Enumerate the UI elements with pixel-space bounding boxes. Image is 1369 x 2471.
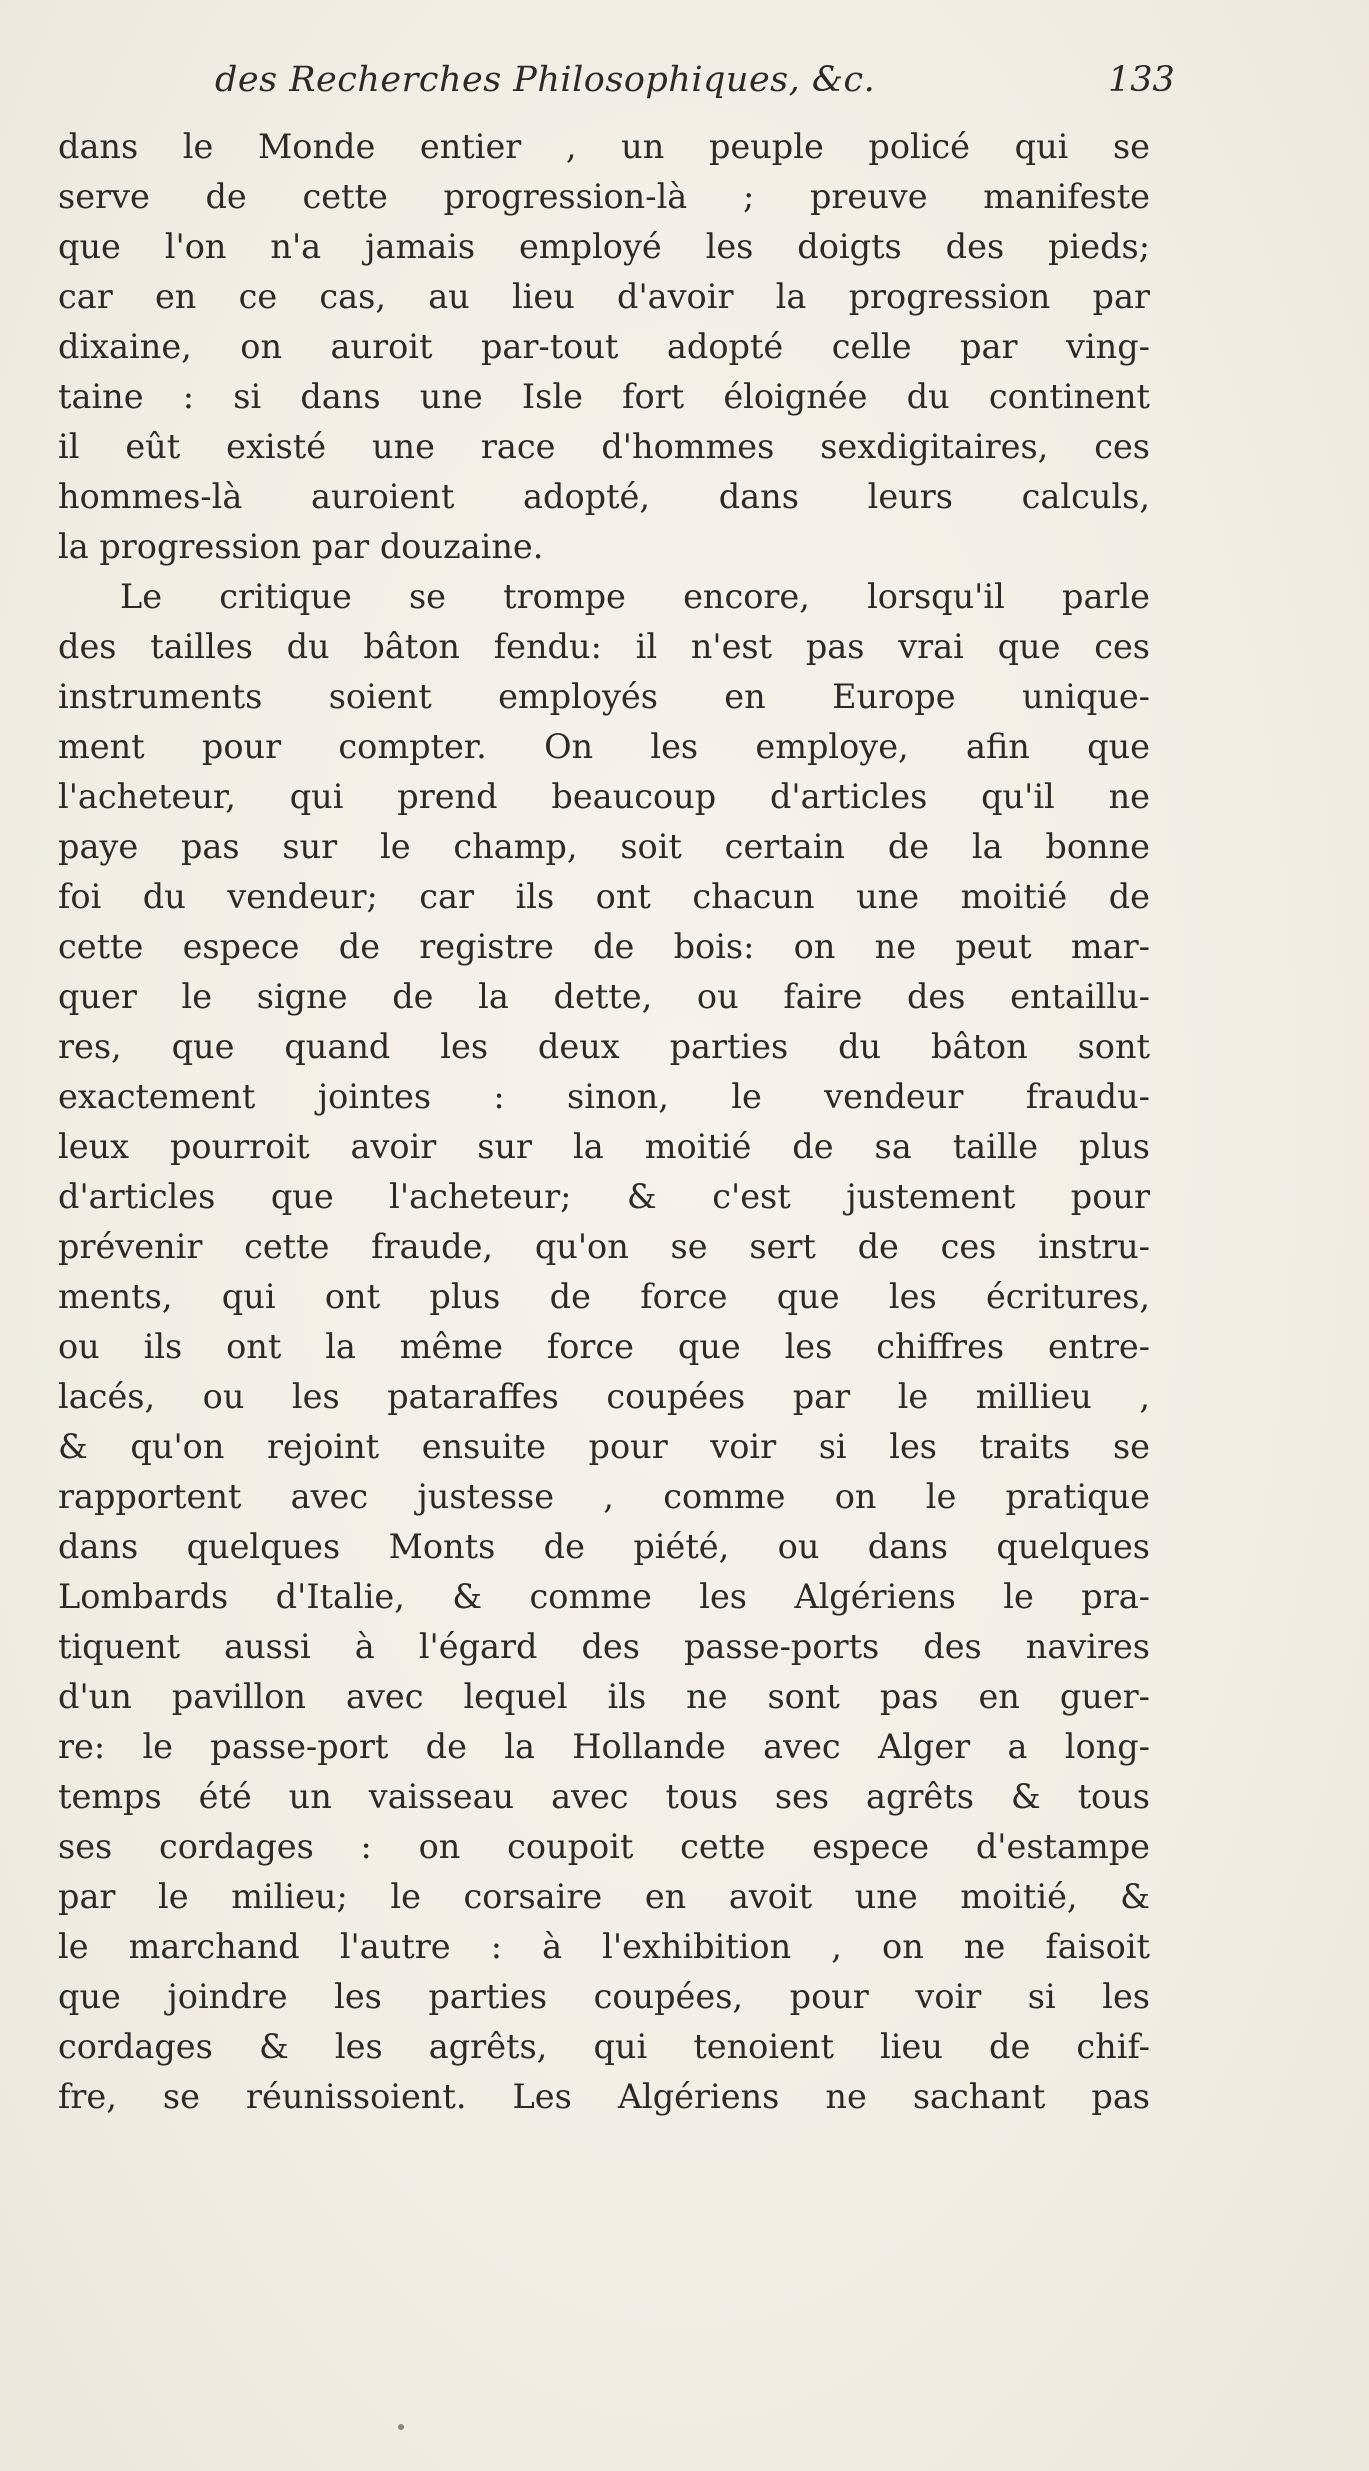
page-number: 133 [1108,60,1175,100]
text-line: dixaine, on auroit par-tout adopté celle par ving- [58,327,1150,366]
text-line: cette espece de registre de bois: on ne peut mar- [58,927,1150,966]
text-line: Le critique se trompe encore, lorsqu'il parle [120,577,1150,616]
text-line: lacés, ou les pataraffes coupées par le millieu , [58,1377,1150,1416]
text-line: res, que quand les deux parties du bâton sont [58,1027,1150,1066]
text-line: que joindre les parties coupées, pour voir si les [58,1977,1150,2016]
text-line: la progression par douzaine. [58,527,544,566]
body-text [58,122,1150,2122]
text-line: il eût existé une race d'hommes sexdigitaires, ces [58,427,1150,466]
text-line: serve de cette progression-là ; preuve manifeste [58,177,1150,216]
text-line: ou ils ont la même force que les chiffres entre- [58,1327,1150,1366]
text-line: re: le passe-port de la Hollande avec Alger a long- [58,1727,1150,1766]
ink-speck [398,2424,404,2430]
text-line: dans quelques Monts de piété, ou dans quelques [58,1527,1150,1566]
running-head [0,60,1369,120]
text-line: l'acheteur, qui prend beaucoup d'articles qu'il ne [58,777,1150,816]
text-line: dans le Monde entier , un peuple policé qui se [58,127,1150,166]
text-line: & qu'on rejoint ensuite pour voir si les traits se [58,1427,1150,1466]
text-line: rapportent avec justesse , comme on le pratique [58,1477,1150,1516]
text-line: d'un pavillon avec lequel ils ne sont pas en guer- [58,1677,1150,1716]
text-line: instruments soient employés en Europe unique- [58,677,1150,716]
text-line: foi du vendeur; car ils ont chacun une moitié de [58,877,1150,916]
text-line: cordages & les agrêts, qui tenoient lieu de chif- [58,2027,1150,2066]
text-line: car en ce cas, au lieu d'avoir la progression par [58,277,1150,316]
text-line: quer le signe de la dette, ou faire des entaillu- [58,977,1150,1016]
text-line: prévenir cette fraude, qu'on se sert de ces instru- [58,1227,1150,1266]
text-line: hommes-là auroient adopté, dans leurs calculs, [58,477,1150,516]
text-line: tiquent aussi à l'égard des passe-ports des navires [58,1627,1150,1666]
text-line: exactement jointes : sinon, le vendeur fraudu- [58,1077,1150,1116]
text-line: taine : si dans une Isle fort éloignée du continent [58,377,1150,416]
text-line: des tailles du bâton fendu: il n'est pas vrai que ces [58,627,1150,666]
text-line: ses cordages : on coupoit cette espece d'estampe [58,1827,1150,1866]
text-line: Lombards d'Italie, & comme les Algériens le pra- [58,1577,1150,1616]
text-line: leux pourroit avoir sur la moitié de sa taille plus [58,1127,1150,1166]
text-line: ments, qui ont plus de force que les écritures, [58,1277,1150,1316]
text-line: le marchand l'autre : à l'exhibition , on ne faisoit [58,1927,1150,1966]
running-title: des Recherches Philosophiques, &c. [215,60,876,100]
text-line: ment pour compter. On les employe, afin que [58,727,1150,766]
text-line: d'articles que l'acheteur; & c'est justement pour [58,1177,1150,1216]
text-line: que l'on n'a jamais employé les doigts des pieds; [58,227,1150,266]
text-line: temps été un vaisseau avec tous ses agrêts & tous [58,1777,1150,1816]
text-line: par le milieu; le corsaire en avoit une moitié, & [58,1877,1150,1916]
text-line: fre, se réunissoient. Les Algériens ne sachant pas [58,2077,1150,2116]
text-line: paye pas sur le champ, soit certain de la bonne [58,827,1150,866]
